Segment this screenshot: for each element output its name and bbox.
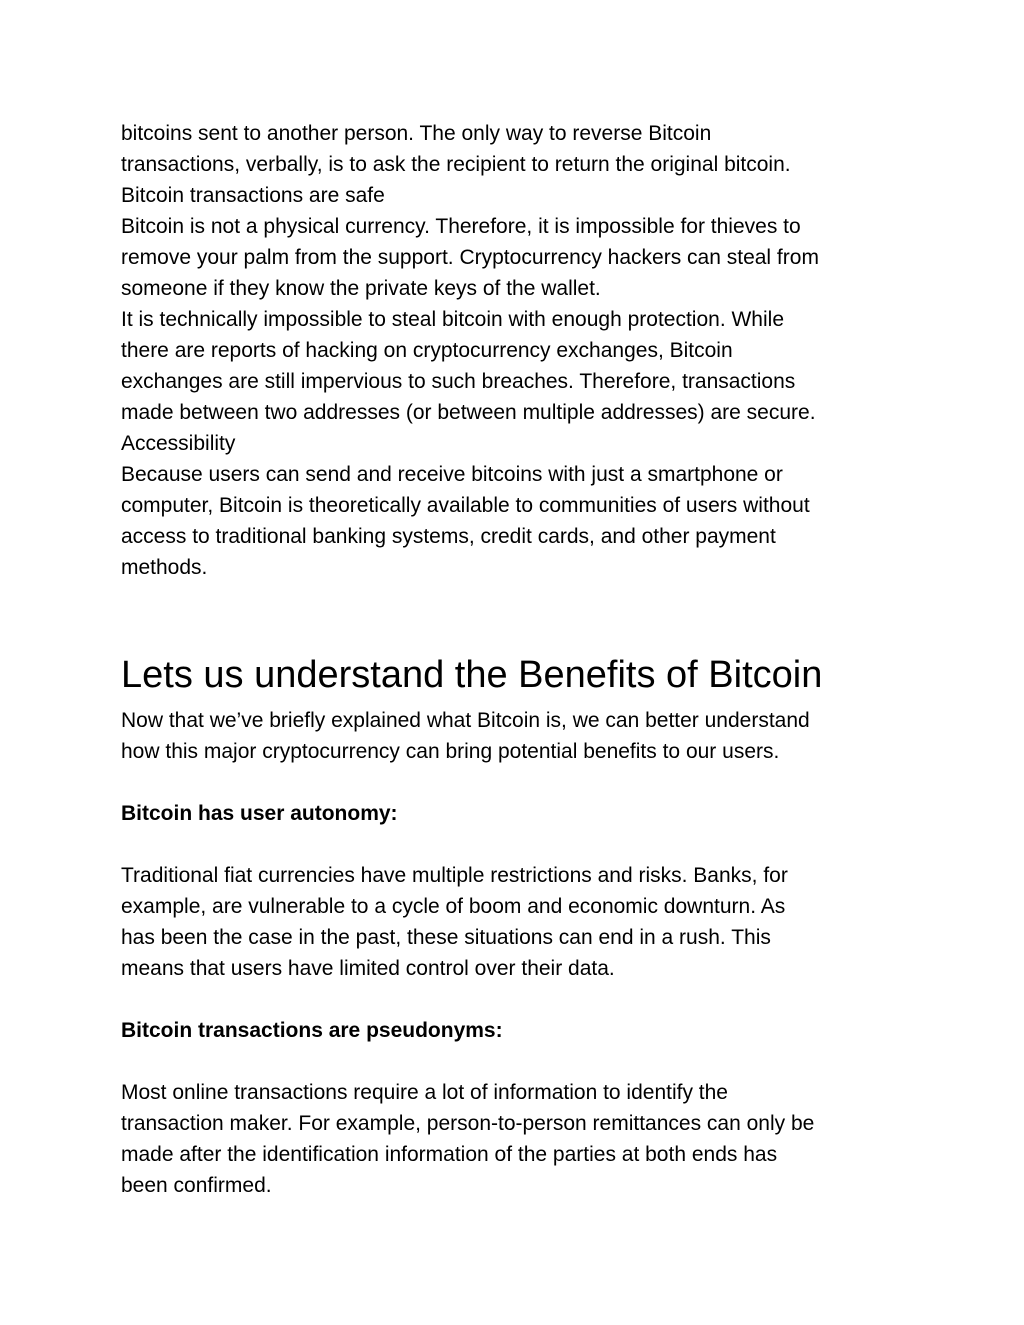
text-line: there are reports of hacking on cryptocurrency exchanges, Bitcoin [121,339,733,362]
text-line: made after the identification information of the parties at both ends has [121,1143,778,1166]
document-page [121,118,921,1201]
text-line: Because users can send and receive bitcoins with just a smartphone or [121,463,783,486]
text-line: Bitcoin is not a physical currency. Therefore, it is impossible for thieves to [121,215,801,238]
autonomy-title: Bitcoin has user autonomy: [121,802,398,825]
text-line: means that users have limited control over their data. [121,957,615,980]
text-line: exchanges are still impervious to such breaches. Therefore, transactions [121,370,796,393]
text-line: Traditional fiat currencies have multiple restrictions and risks. Banks, for [121,864,788,887]
text-line: Now that we’ve briefly explained what Bitcoin is, we can better understand [121,709,810,732]
text-line: transactions, verbally, is to ask the recipient to return the original bitcoin. [121,153,791,176]
subheading-accessibility: Accessibility [121,432,236,455]
subheading-safe-transactions: Bitcoin transactions are safe [121,184,385,207]
text-line: made between two addresses (or between multiple addresses) are secure. [121,401,816,424]
text-line: computer, Bitcoin is theoretically available to communities of users without [121,494,810,517]
text-line: It is technically impossible to steal bitcoin with enough protection. While [121,308,784,331]
autonomy-paragraph [121,860,921,984]
text-line: been confirmed. [121,1174,272,1197]
intro-paragraph [121,705,921,767]
text-line: how this major cryptocurrency can bring potential benefits to our users. [121,740,780,763]
text-line: Most online transactions require a lot of information to identify the [121,1081,728,1104]
paragraph-block-1 [121,118,921,583]
text-line: access to traditional banking systems, credit cards, and other payment [121,525,776,548]
text-line: transaction maker. For example, person-to-person remittances can only be [121,1112,815,1135]
text-line: example, are vulnerable to a cycle of boom and economic downturn. As [121,895,786,918]
text-line: bitcoins sent to another person. The only way to reverse Bitcoin [121,122,712,145]
pseudonyms-paragraph [121,1077,921,1201]
text-line: remove your palm from the support. Cryptocurrency hackers can steal from [121,246,819,269]
text-line: someone if they know the private keys of the wallet. [121,277,601,300]
section-heading: Lets us understand the Benefits of Bitcoin [121,654,823,696]
text-line: methods. [121,556,208,579]
text-line: has been the case in the past, these situations can end in a rush. This [121,926,771,949]
pseudonyms-title: Bitcoin transactions are pseudonyms: [121,1019,503,1042]
